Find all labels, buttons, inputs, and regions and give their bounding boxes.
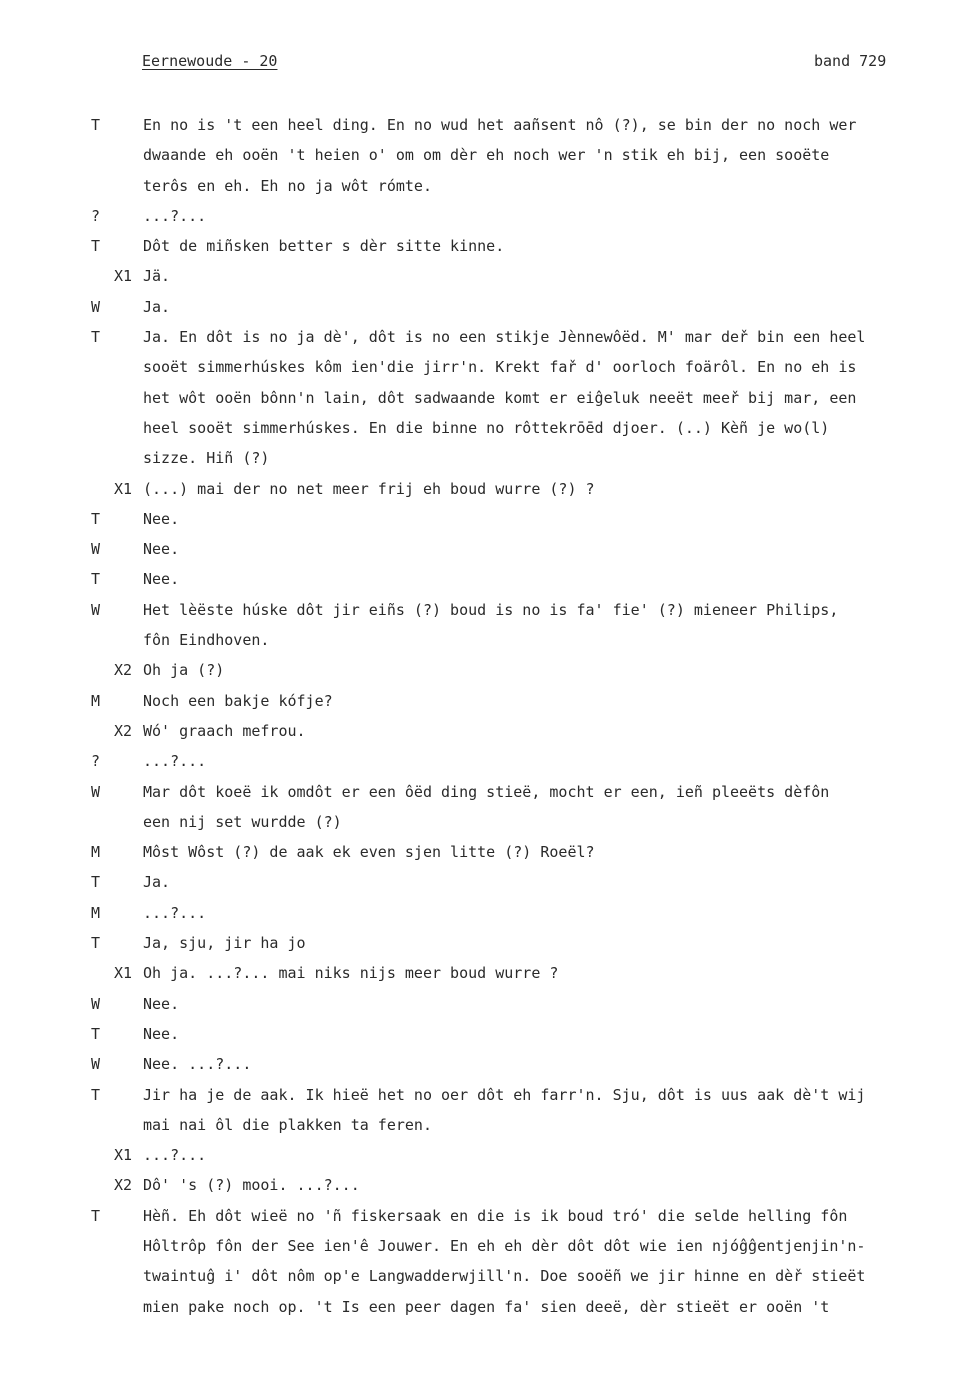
utterance-line: Wó' graach mefrou. bbox=[143, 721, 306, 740]
speaker-label: T bbox=[91, 1085, 101, 1104]
utterance-line: ...?... bbox=[143, 752, 207, 771]
speaker-label: M bbox=[91, 691, 101, 710]
transcript-turn bbox=[0, 928, 973, 958]
utterance-line: fôn Eindhoven. bbox=[143, 631, 270, 650]
transcript-turn bbox=[0, 837, 973, 867]
speaker-label: T bbox=[91, 116, 101, 134]
speaker-label: T bbox=[91, 873, 101, 892]
speaker-label: ? bbox=[91, 206, 101, 225]
transcript-turn bbox=[0, 1140, 973, 1170]
speaker-label: T bbox=[91, 934, 101, 953]
transcript-turn bbox=[0, 201, 973, 231]
utterance-line: Jir ha je de aak. Ik hieë het no oer dôt eh farr'n. Sju, dôt is uus aak dè't wij bbox=[143, 1085, 866, 1104]
utterance-line: Mar dôt koeë ik omdôt er een ôëd ding stieë, mocht er een, ieñ pleeëts dèfôn bbox=[143, 782, 830, 801]
transcript-turn bbox=[0, 534, 973, 564]
tape-number: band 729 bbox=[814, 52, 887, 70]
utterance-line: Nee. bbox=[143, 1024, 180, 1043]
utterance-line: Hèñ. Eh dôt wieë no 'ñ fiskersaak en die is ik boud tró' die selde helling fôn bbox=[143, 1206, 848, 1225]
transcript-turn bbox=[0, 898, 973, 928]
transcript-turn bbox=[0, 1080, 973, 1141]
transcript-turn bbox=[0, 231, 973, 261]
utterance-line: Hôltrôp fôn der See ien'ê Jouwer. En eh eh dèr dôt dôt wie ien njóĝĝentjenjin'n- bbox=[143, 1236, 866, 1255]
utterance-line: Het lèëste húske dôt jir eiñs (?) boud is no is fa' fie' (?) mieneer Philips, bbox=[143, 600, 839, 619]
speaker-label: T bbox=[91, 1206, 101, 1225]
utterance-line: Ja. bbox=[143, 873, 171, 892]
utterance-line: Nee. bbox=[143, 570, 180, 589]
utterance-line: twaintuĝ i' dôt nôm op'e Langwadderwjill'n. Doe sooëñ we jir hinne en dèř stieët bbox=[143, 1267, 866, 1286]
utterance-line: ...?... bbox=[143, 206, 207, 225]
utterance-line: Nee. ...?... bbox=[143, 1055, 252, 1074]
utterance-line: En no is 't een heel ding. En no wud het aañsent nô (?), se bin der no noch wer bbox=[143, 116, 857, 134]
page-title: Eernewoude - 20 bbox=[142, 52, 278, 70]
transcript-turn bbox=[0, 110, 973, 201]
utterance-line: Dô' 's (?) mooi. ...?... bbox=[143, 1176, 360, 1195]
speaker-label: W bbox=[91, 600, 101, 619]
transcript-turn bbox=[0, 716, 973, 746]
utterance-line: mien pake noch op. 't Is een peer dagen fa' sien deeë, dèr stieët er ooën 't bbox=[143, 1297, 830, 1316]
speaker-label: W bbox=[91, 540, 101, 559]
speaker-label: X1 bbox=[114, 964, 133, 983]
transcript-turn bbox=[0, 746, 973, 776]
speaker-label: W bbox=[91, 297, 101, 316]
utterance-line: (...) mai der no net meer frij eh boud wurre (?) ? bbox=[143, 479, 595, 498]
transcript-turn bbox=[0, 504, 973, 534]
speaker-label: X2 bbox=[114, 661, 133, 680]
utterance-line: Nee. bbox=[143, 509, 180, 528]
transcript-turn bbox=[0, 261, 973, 291]
utterance-line: Jä. bbox=[143, 267, 171, 286]
transcript-turn bbox=[0, 1201, 973, 1322]
speaker-label: W bbox=[91, 1055, 101, 1074]
utterance-line: Ja, sju, jir ha jo bbox=[143, 934, 306, 953]
speaker-label: ? bbox=[91, 752, 101, 771]
utterance-line: dwaande eh ooën 't heien o' om om dèr eh noch wer 'n stik eh bij, een sooëte bbox=[143, 146, 830, 165]
transcript-turn bbox=[0, 322, 973, 473]
transcript-turn bbox=[0, 1019, 973, 1049]
speaker-label: T bbox=[91, 509, 101, 528]
transcript-turn bbox=[0, 1049, 973, 1079]
utterance-line: Oh ja. ...?... mai niks nijs meer boud wurre ? bbox=[143, 964, 559, 983]
speaker-label: X2 bbox=[114, 1176, 133, 1195]
speaker-label: W bbox=[91, 782, 101, 801]
speaker-label: W bbox=[91, 994, 101, 1013]
transcript-turn bbox=[0, 989, 973, 1019]
utterance-line: een nij set wurdde (?) bbox=[143, 812, 342, 831]
dialogue-transcript bbox=[0, 110, 973, 1322]
transcript-turn bbox=[0, 867, 973, 897]
utterance-line: Ja. En dôt is no ja dè', dôt is no een stikje Jènnewôëd. M' mar deř bin een heel bbox=[143, 328, 866, 347]
utterance-line: terôs en eh. Eh no ja wôt rómte. bbox=[143, 176, 432, 195]
speaker-label: M bbox=[91, 843, 101, 862]
speaker-label: T bbox=[91, 1024, 101, 1043]
speaker-label: X1 bbox=[114, 267, 133, 286]
utterance-line: Nee. bbox=[143, 994, 180, 1013]
utterance-line: heel sooët simmerhúskes. En die binne no rôttekrōēd djoer. (..) Kèñ je wo(l) bbox=[143, 418, 830, 437]
transcript-turn bbox=[0, 292, 973, 322]
transcript-turn bbox=[0, 564, 973, 594]
transcript-turn bbox=[0, 686, 973, 716]
utterance-line: sizze. Hiñ (?) bbox=[143, 449, 270, 468]
speaker-label: M bbox=[91, 903, 101, 922]
utterance-line: Ja. bbox=[143, 297, 171, 316]
transcript-turn bbox=[0, 777, 973, 838]
speaker-label: T bbox=[91, 328, 101, 347]
transcript-turn bbox=[0, 655, 973, 685]
utterance-line: Oh ja (?) bbox=[143, 661, 225, 680]
transcript-turn bbox=[0, 595, 973, 656]
speaker-label: X1 bbox=[114, 1146, 133, 1165]
utterance-line: Dôt de miñsken better s dèr sitte kinne. bbox=[143, 237, 505, 256]
utterance-line: sooët simmerhúskes kôm ien'die jirr'n. Krekt fař d' oorloch foärôl. En no eh is bbox=[143, 358, 857, 377]
transcript-turn bbox=[0, 474, 973, 504]
utterance-line: Môst Wôst (?) de aak ek even sjen litte (?) Roeël? bbox=[143, 843, 595, 862]
transcript-turn bbox=[0, 1170, 973, 1200]
utterance-line: Nee. bbox=[143, 540, 180, 559]
speaker-label: X1 bbox=[114, 479, 133, 498]
utterance-line: Noch een bakje kófje? bbox=[143, 691, 333, 710]
transcript-turn bbox=[0, 958, 973, 988]
utterance-line: mai nai ôl die plakken ta feren. bbox=[143, 1115, 432, 1134]
speaker-label: T bbox=[91, 237, 101, 256]
utterance-line: ...?... bbox=[143, 1146, 207, 1165]
speaker-label: X2 bbox=[114, 721, 133, 740]
speaker-label: T bbox=[91, 570, 101, 589]
utterance-line: het wôt ooën bônn'n lain, dôt sadwaande komt er eiĝeluk neeët meeř bij mar, een bbox=[143, 388, 857, 407]
utterance-line: ...?... bbox=[143, 903, 207, 922]
